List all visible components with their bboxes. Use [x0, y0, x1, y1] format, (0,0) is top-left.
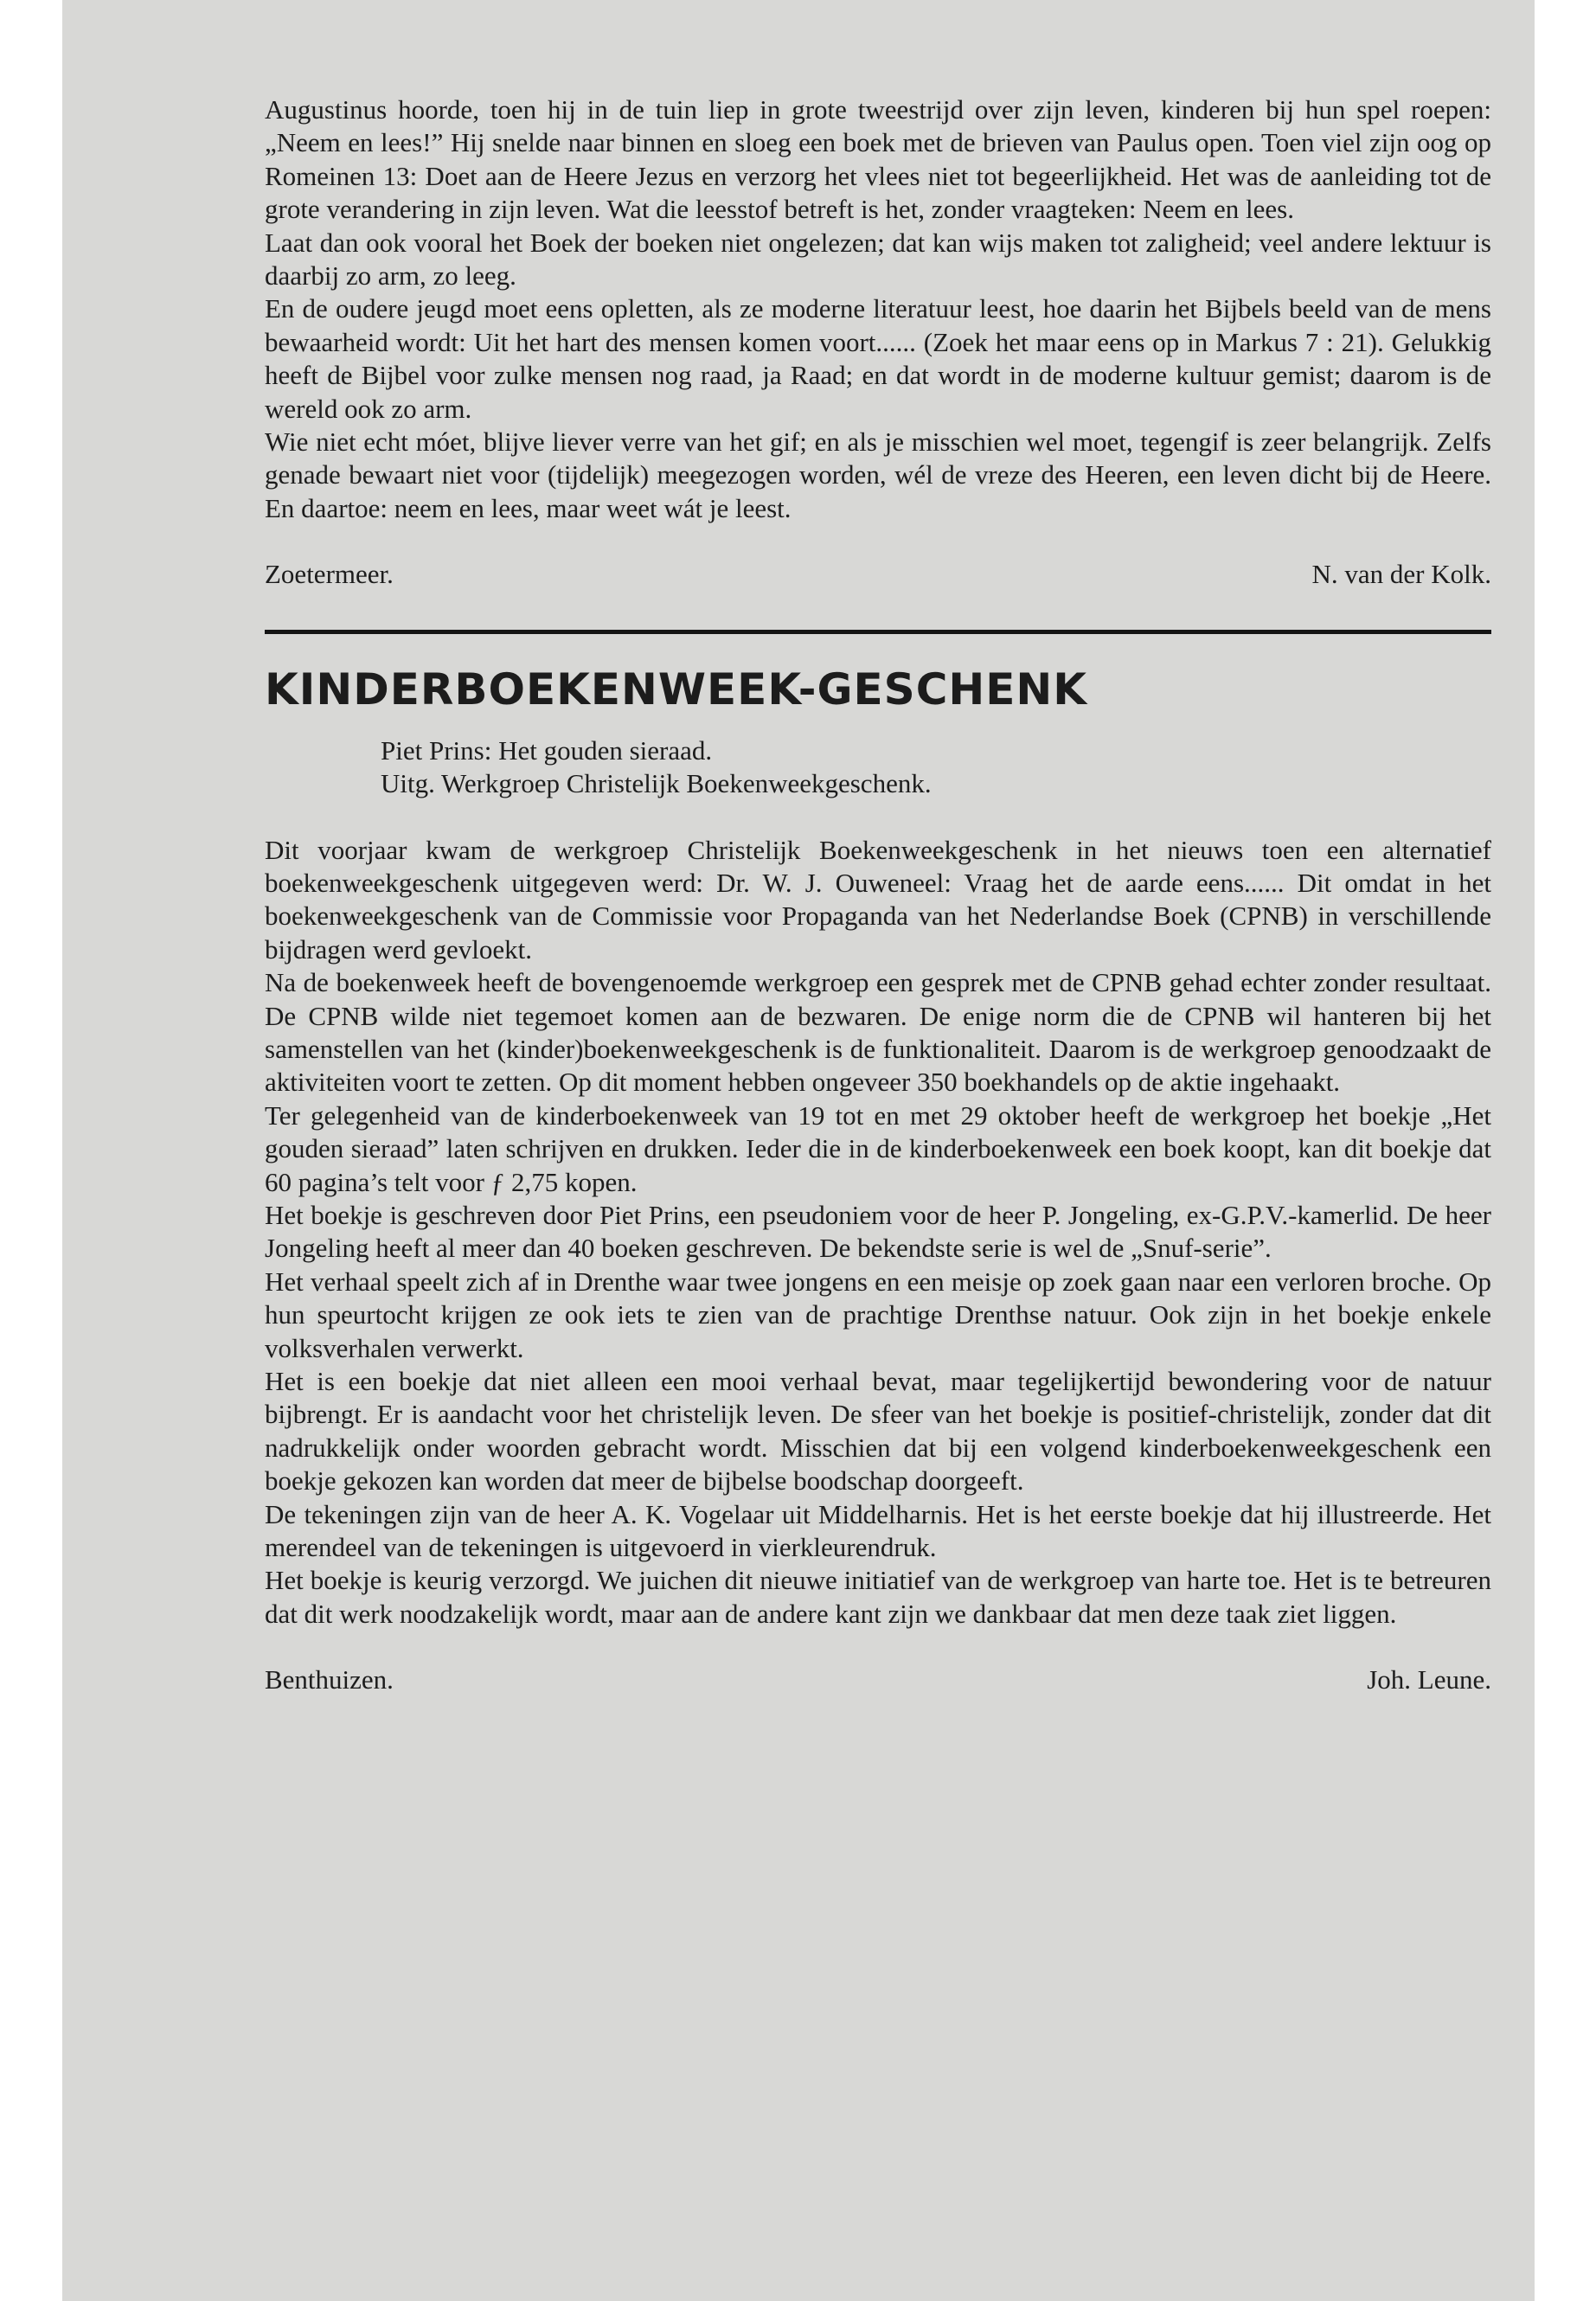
article2-body [265, 834, 1491, 1631]
article1-paragraph: En de oudere jeugd moet eens opletten, als ze moderne literatuur leest, hoe daarin het Bijbels beeld van de mens bewaarheid wordt: Uit het hart des mensen komen voort...... (Zoek het maar eens op in Markus 7 : 21). Gelukkig heeft de Bijbel voor zulke mensen nog raad, ja Raad; en dat wordt in de moderne kultuur gemist; daarom is de wereld ook zo arm. [265, 293, 1491, 424]
book-info [381, 734, 1491, 801]
book-title-line: Piet Prins: Het gouden sieraad. [381, 734, 713, 766]
book-publisher-line: Uitg. Werkgroep Christelijk Boekenweekgeschenk. [381, 768, 932, 799]
article2-paragraph: Het is een boekje dat niet alleen een mooi verhaal bevat, maar tegelijkertijd bewondering voor de natuur bijbrengt. Er is aandacht voor het christelijk leven. De sfeer van het boekje is positief-christelijk, zonder dat dit nadrukkelijk onder woorden gebracht wordt. Misschien dat bij een volgend kinderboekenweekgeschenk een boekje gekozen kan worden dat meer de bijbelse boodschap doorgeeft. [265, 1366, 1491, 1497]
article2-place: Benthuizen. [265, 1664, 394, 1695]
article2-paragraph: Het verhaal speelt zich af in Drenthe waar twee jongens en een meisje op zoek gaan naar een verloren broche. Op hun speurtocht krijgen ze ook iets te zien van de prachtige Drenthse natuur. Ook zijn in het boekje enkele volksverhalen verwerkt. [265, 1266, 1491, 1363]
section-heading: KINDERBOEKENWEEK-GESCHENK [265, 663, 1087, 715]
article1-paragraph: Laat dan ook vooral het Boek der boeken niet ongelezen; dat kan wijs maken tot zaligheid; veel andere lektuur is daarbij zo arm, zo leeg. [265, 227, 1491, 292]
article1-author: N. van der Kolk. [1311, 559, 1491, 590]
article1-paragraph: Wie niet echt móet, blijve liever verre van het gif; en als je misschien wel moet, tegengif is zeer belangrijk. Zelfs genade bewaart niet voor (tijdelijk) meegezogen worden, wél de vreze des Heeren, een leven dicht bij de Heere. En daartoe: neem en lees, maar weet wát je leest. [265, 426, 1491, 523]
article2-paragraph: De tekeningen zijn van de heer A. K. Vogelaar uit Middelharnis. Het is het eerste boekje dat hij illustreerde. Het merendeel van de tekeningen is uitgevoerd in vierkleurendruk. [265, 1498, 1491, 1563]
article-neem-en-lees [265, 93, 1491, 592]
article2-paragraph: Na de boekenweek heeft de bovengenoemde werkgroep een gesprek met de CPNB gehad echter zonder resultaat. De CPNB wilde niet tegemoet komen aan de bezwaren. De enige norm die de CPNB wil hanteren bij het samenstellen van het (kinder)boekenweekgeschenk is de funktionaliteit. Daarom is de werkgroep genoodzaakt de aktiviteiten voort te zetten. Op dit moment hebben ongeveer 350 boekhandels op de aktie ingehaakt. [265, 967, 1491, 1098]
article2-signoff [265, 1663, 1491, 1696]
page-content [265, 93, 1491, 1697]
article1-paragraph: Augustinus hoorde, toen hij in de tuin liep in grote tweestrijd over zijn leven, kinderen bij hun spel roepen: „Neem en lees!” Hij snelde naar binnen en sloeg een boek met de brieven van Paulus open. Toen viel zijn oog op Romeinen 13: Doet aan de Heere Jezus en verzorg het vlees niet tot begeerlijkheid. Het was de aanleiding tot de grote verandering in zijn leven. Wat die leesstof betreft is het, zonder vraagteken: Neem en lees. [265, 94, 1491, 225]
article1-signoff [265, 558, 1491, 591]
article2-paragraph: Dit voorjaar kwam de werkgroep Christelijk Boekenweekgeschenk in het nieuws toen een alternatief boekenweekgeschenk uitgegeven werd: Dr. W. J. Ouweneel: Vraag het de aarde eens...... Dit omdat in het boekenweekgeschenk van de Commissie voor Propaganda van het Nederlandse Boek (CPNB) in verschillende bijdragen werd gevloekt. [265, 834, 1491, 965]
article2-author: Joh. Leune. [1367, 1664, 1491, 1695]
scanned-page [62, 0, 1535, 2301]
article2-paragraph: Het boekje is geschreven door Piet Prins, een pseudoniem voor de heer P. Jongeling, ex-G.P.V.-kamerlid. De heer Jongeling heeft al meer dan 40 boeken geschreven. De bekendste serie is wel de „Snuf-serie”. [265, 1199, 1491, 1264]
section-divider [265, 630, 1491, 634]
article2-paragraph: Het boekje is keurig verzorgd. We juichen dit nieuwe initiatief van de werkgroep van harte toe. Het is te betreuren dat dit werk noodzakelijk wordt, maar aan de andere kant zijn we dankbaar dat men deze taak ziet liggen. [265, 1565, 1491, 1629]
article-kinderboekenweek [265, 663, 1491, 1697]
article1-place: Zoetermeer. [265, 559, 394, 590]
article2-paragraph: Ter gelegenheid van de kinderboekenweek van 19 tot en met 29 oktober heeft de werkgroep het boekje „Het gouden sieraad” laten schrijven en drukken. Ieder die in de kinderboekenweek een boek koopt, kan dit boekje dat 60 pagina’s telt voor ƒ 2,75 kopen. [265, 1099, 1491, 1197]
